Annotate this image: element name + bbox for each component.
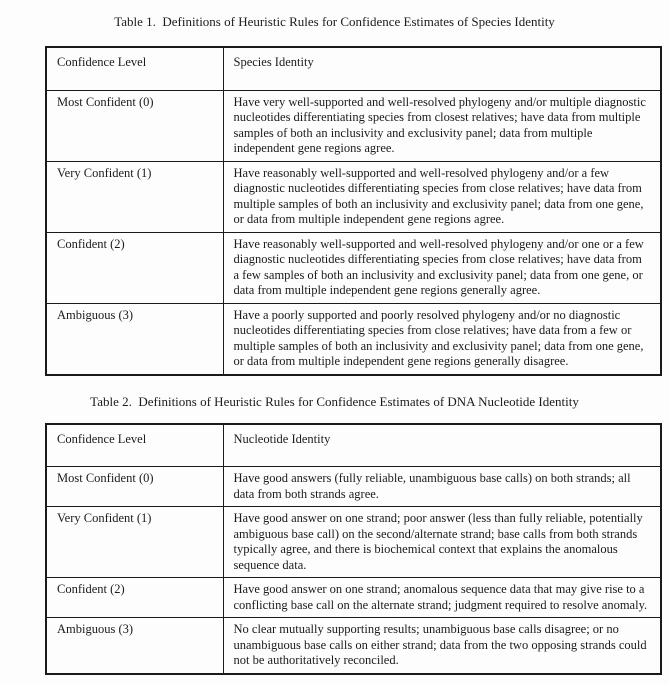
confidence-level-cell: Very Confident (1) [46,507,223,578]
definition-cell: Have very well-supported and well-resolved phylogeny and/or multiple diagnostic nucleotides differentiating species from closest relatives; have data from multiple samples of both an inclusivity and exclusivity panel; data from multiple independent gene regions agree. [223,90,661,161]
confidence-level-cell: Most Confident (0) [46,90,223,161]
table1-header-species-identity: Species Identity [223,47,661,90]
definition-cell: Have good answer on one strand; anomalous sequence data that may give rise to a conflicting base call on the alternate strand; judgment required to resolve anomaly. [223,578,661,618]
table2-header-confidence-level: Confidence Level [46,424,223,467]
confidence-level-cell: Ambiguous (3) [46,303,223,375]
table1-header-row [46,47,661,90]
confidence-level-cell: Ambiguous (3) [46,618,223,674]
definition-cell: Have good answers (fully reliable, unambiguous base calls) on both strands; all data from both strands agree. [223,467,661,507]
table1-row-ambiguous [46,303,661,375]
table2-row-very-confident [46,507,661,578]
table1-caption: Table 1. Definitions of Heuristic Rules for Confidence Estimates of Species Identity [114,14,555,29]
table2-row-most-confident [46,467,661,507]
confidence-level-cell: Confident (2) [46,232,223,303]
table1-species-identity [45,46,662,376]
table1-row-very-confident [46,161,661,232]
table2-header-row [46,424,661,467]
definition-cell: Have reasonably well-supported and well-resolved phylogeny and/or a few diagnostic nucleotides differentiating species from close relatives; have data from multiple samples of both an inclusivity and exclusivity panel; data from one gene, or data from multiple independent gene regions agree. [223,161,661,232]
definition-cell: No clear mutually supporting results; unambiguous base calls disagree; or no unambiguous base calls on either strand; data from the two opposing strands could not be authoritatively reconciled. [223,618,661,674]
table2-caption: Table 2. Definitions of Heuristic Rules for Confidence Estimates of DNA Nucleotide Identity [90,393,579,409]
definition-cell: Have reasonably well-supported and well-resolved phylogeny and/or one or a few diagnostic nucleotides differentiating species from close relatives; have data from a few samples of both an inclusivity and exclusivity panel; data from one gene, or data from multiple independent gene regions generally agree. [223,232,661,303]
table1-header-confidence-level: Confidence Level [46,47,223,90]
table2-header-nucleotide-identity: Nucleotide Identity [223,424,661,467]
definition-cell: Have good answer on one strand; poor answer (less than fully reliable, potentially ambiguous base call) on the second/alternate strand; base calls from both strands typically agree, and there is biochemical context that explains the anomalous sequence data. [223,507,661,578]
table1-row-confident [46,232,661,303]
table2-row-ambiguous [46,618,661,674]
definition-cell: Have a poorly supported and poorly resolved phylogeny and/or no diagnostic nucleotides differentiating species from close relatives; have data from a few or multiple samples of both an inclusivity and exclusivity panel; data from one gene, or data from multiple independent gene regions generally disagree. [223,303,661,375]
table2-row-confident [46,578,661,618]
confidence-level-cell: Very Confident (1) [46,161,223,232]
table2-nucleotide-identity [45,423,662,675]
confidence-level-cell: Most Confident (0) [46,467,223,507]
table1-row-most-confident [46,90,661,161]
confidence-level-cell: Confident (2) [46,578,223,618]
